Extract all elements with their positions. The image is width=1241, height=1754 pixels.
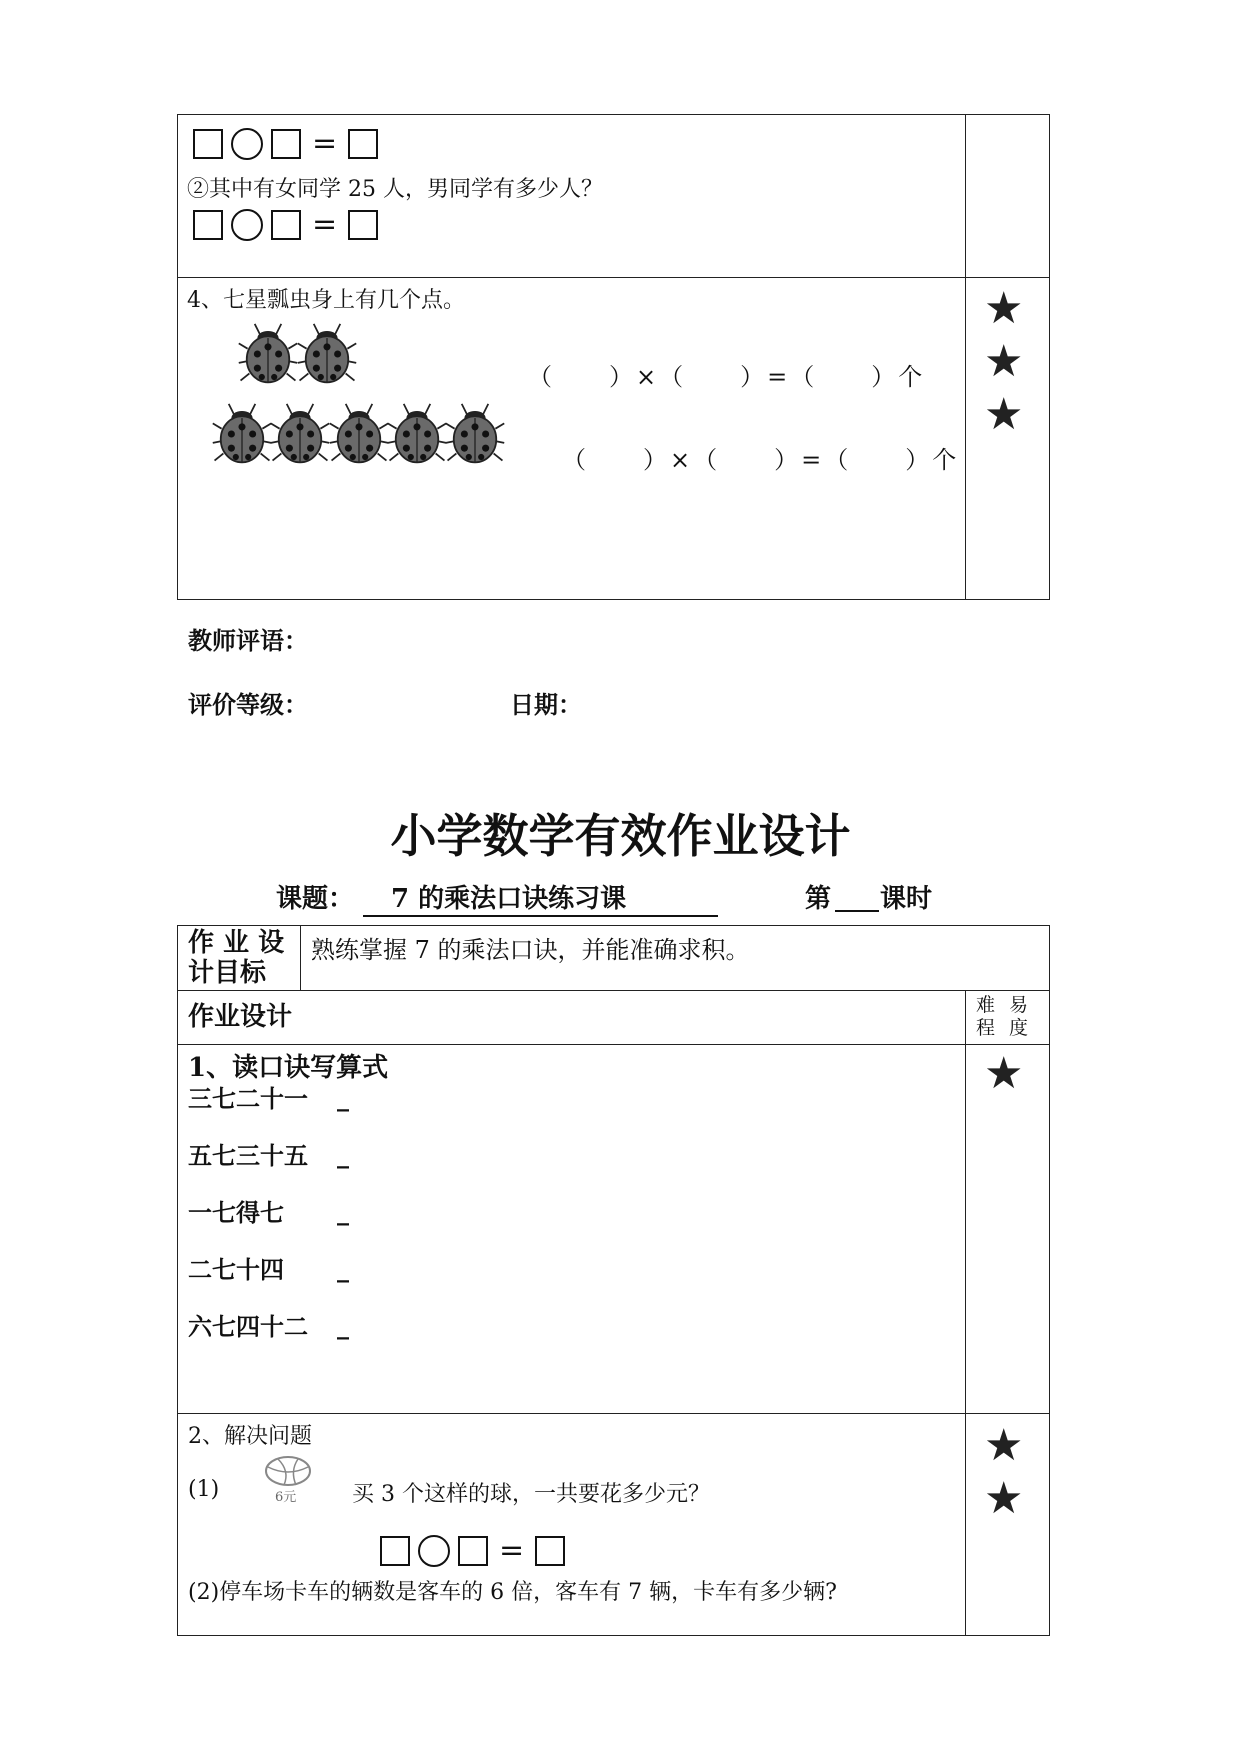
q1-title: 1、读口诀写算式 xyxy=(188,1053,389,1083)
ladybug-image xyxy=(328,398,390,470)
ladybug-image xyxy=(237,318,299,390)
difficulty-star-icon: ★ xyxy=(984,283,1024,334)
equation-template-1 xyxy=(193,128,378,160)
q2-part1-label: (1) xyxy=(188,1477,220,1502)
lesson-prefix: 第 xyxy=(805,884,832,914)
list-item: 一七得七 xyxy=(188,1198,284,1227)
list-item: 六七四十二 xyxy=(188,1312,308,1341)
ladybug-image xyxy=(296,318,358,390)
difficulty-header: 难 易 程 度 xyxy=(976,994,1033,1039)
date-label: 日期： xyxy=(510,690,582,719)
ladybug-image xyxy=(386,398,448,470)
operator-circle[interactable] xyxy=(231,209,263,241)
goal-text: 熟练掌握 7 的乘法口诀，并能准确求积。 xyxy=(311,936,750,964)
blank-box[interactable] xyxy=(458,1536,488,1566)
equals-sign: = xyxy=(312,126,338,161)
answer-blank[interactable]: _ xyxy=(337,1140,349,1169)
ladybug-image xyxy=(444,398,506,470)
blank-box[interactable] xyxy=(271,210,301,240)
topic-label: 课题： xyxy=(276,884,355,914)
result-box[interactable] xyxy=(535,1536,565,1566)
blank-box[interactable] xyxy=(193,210,223,240)
operator-circle[interactable] xyxy=(418,1535,450,1567)
difficulty-star-icon: ★ xyxy=(984,336,1024,387)
equation-template-2 xyxy=(193,209,378,241)
result-box[interactable] xyxy=(348,129,378,159)
q2-part2-text: (2)停车场卡车的辆数是客车的 6 倍，客车有 7 辆，卡车有多少辆? xyxy=(188,1580,837,1605)
equation-template-3 xyxy=(380,1535,565,1567)
difficulty-star-icon: ★ xyxy=(984,1048,1024,1099)
equals-sign: = xyxy=(312,207,338,242)
goal-label: 作 业 设 计目标 xyxy=(188,928,285,988)
blank-box[interactable] xyxy=(380,1536,410,1566)
question-ladybug: 4、七星瓢虫身上有几个点。 xyxy=(187,288,465,313)
topic-value: 7 的乘法口诀练习课 xyxy=(363,878,718,917)
answer-blank[interactable]: _ xyxy=(337,1197,349,1226)
blank-box[interactable] xyxy=(193,129,223,159)
difficulty-star-icon: ★ xyxy=(984,1473,1024,1524)
difficulty-star-icon: ★ xyxy=(984,1420,1024,1471)
ball-price-label: 6元 xyxy=(275,1490,297,1505)
lesson-number-blank[interactable] xyxy=(835,910,879,912)
list-item: 三七二十一 xyxy=(188,1084,308,1113)
answer-blank[interactable]: _ xyxy=(337,1311,349,1340)
ladybug-image xyxy=(211,398,273,470)
q2-title: 2、解决问题 xyxy=(188,1424,312,1449)
list-item: 二七十四 xyxy=(188,1255,284,1284)
difficulty-star-icon: ★ xyxy=(984,389,1024,440)
multiplication-blank-1[interactable]: （ ）×（ ）=（ ）个 xyxy=(528,363,926,391)
page-title: 小学数学有效作业设计 xyxy=(390,809,851,863)
teacher-comment-label: 教师评语： xyxy=(188,626,308,655)
result-box[interactable] xyxy=(348,210,378,240)
lesson-suffix: 课时 xyxy=(880,884,933,914)
design-header: 作业设计 xyxy=(188,1002,293,1032)
question-boys-count: ②其中有女同学 25 人，男同学有多少人？ xyxy=(187,177,603,202)
q2-part1-text: 买 3 个这样的球，一共要花多少元？ xyxy=(352,1482,710,1507)
equals-sign: = xyxy=(499,1533,525,1568)
multiplication-blank-2[interactable]: （ ）×（ ）=（ ）个 xyxy=(562,446,960,474)
grade-label: 评价等级： xyxy=(188,690,308,719)
operator-circle[interactable] xyxy=(231,128,263,160)
ladybug-image xyxy=(269,398,331,470)
blank-box[interactable] xyxy=(271,129,301,159)
answer-blank[interactable]: _ xyxy=(337,1083,349,1112)
answer-blank[interactable]: _ xyxy=(337,1254,349,1283)
list-item: 五七三十五 xyxy=(188,1141,308,1170)
